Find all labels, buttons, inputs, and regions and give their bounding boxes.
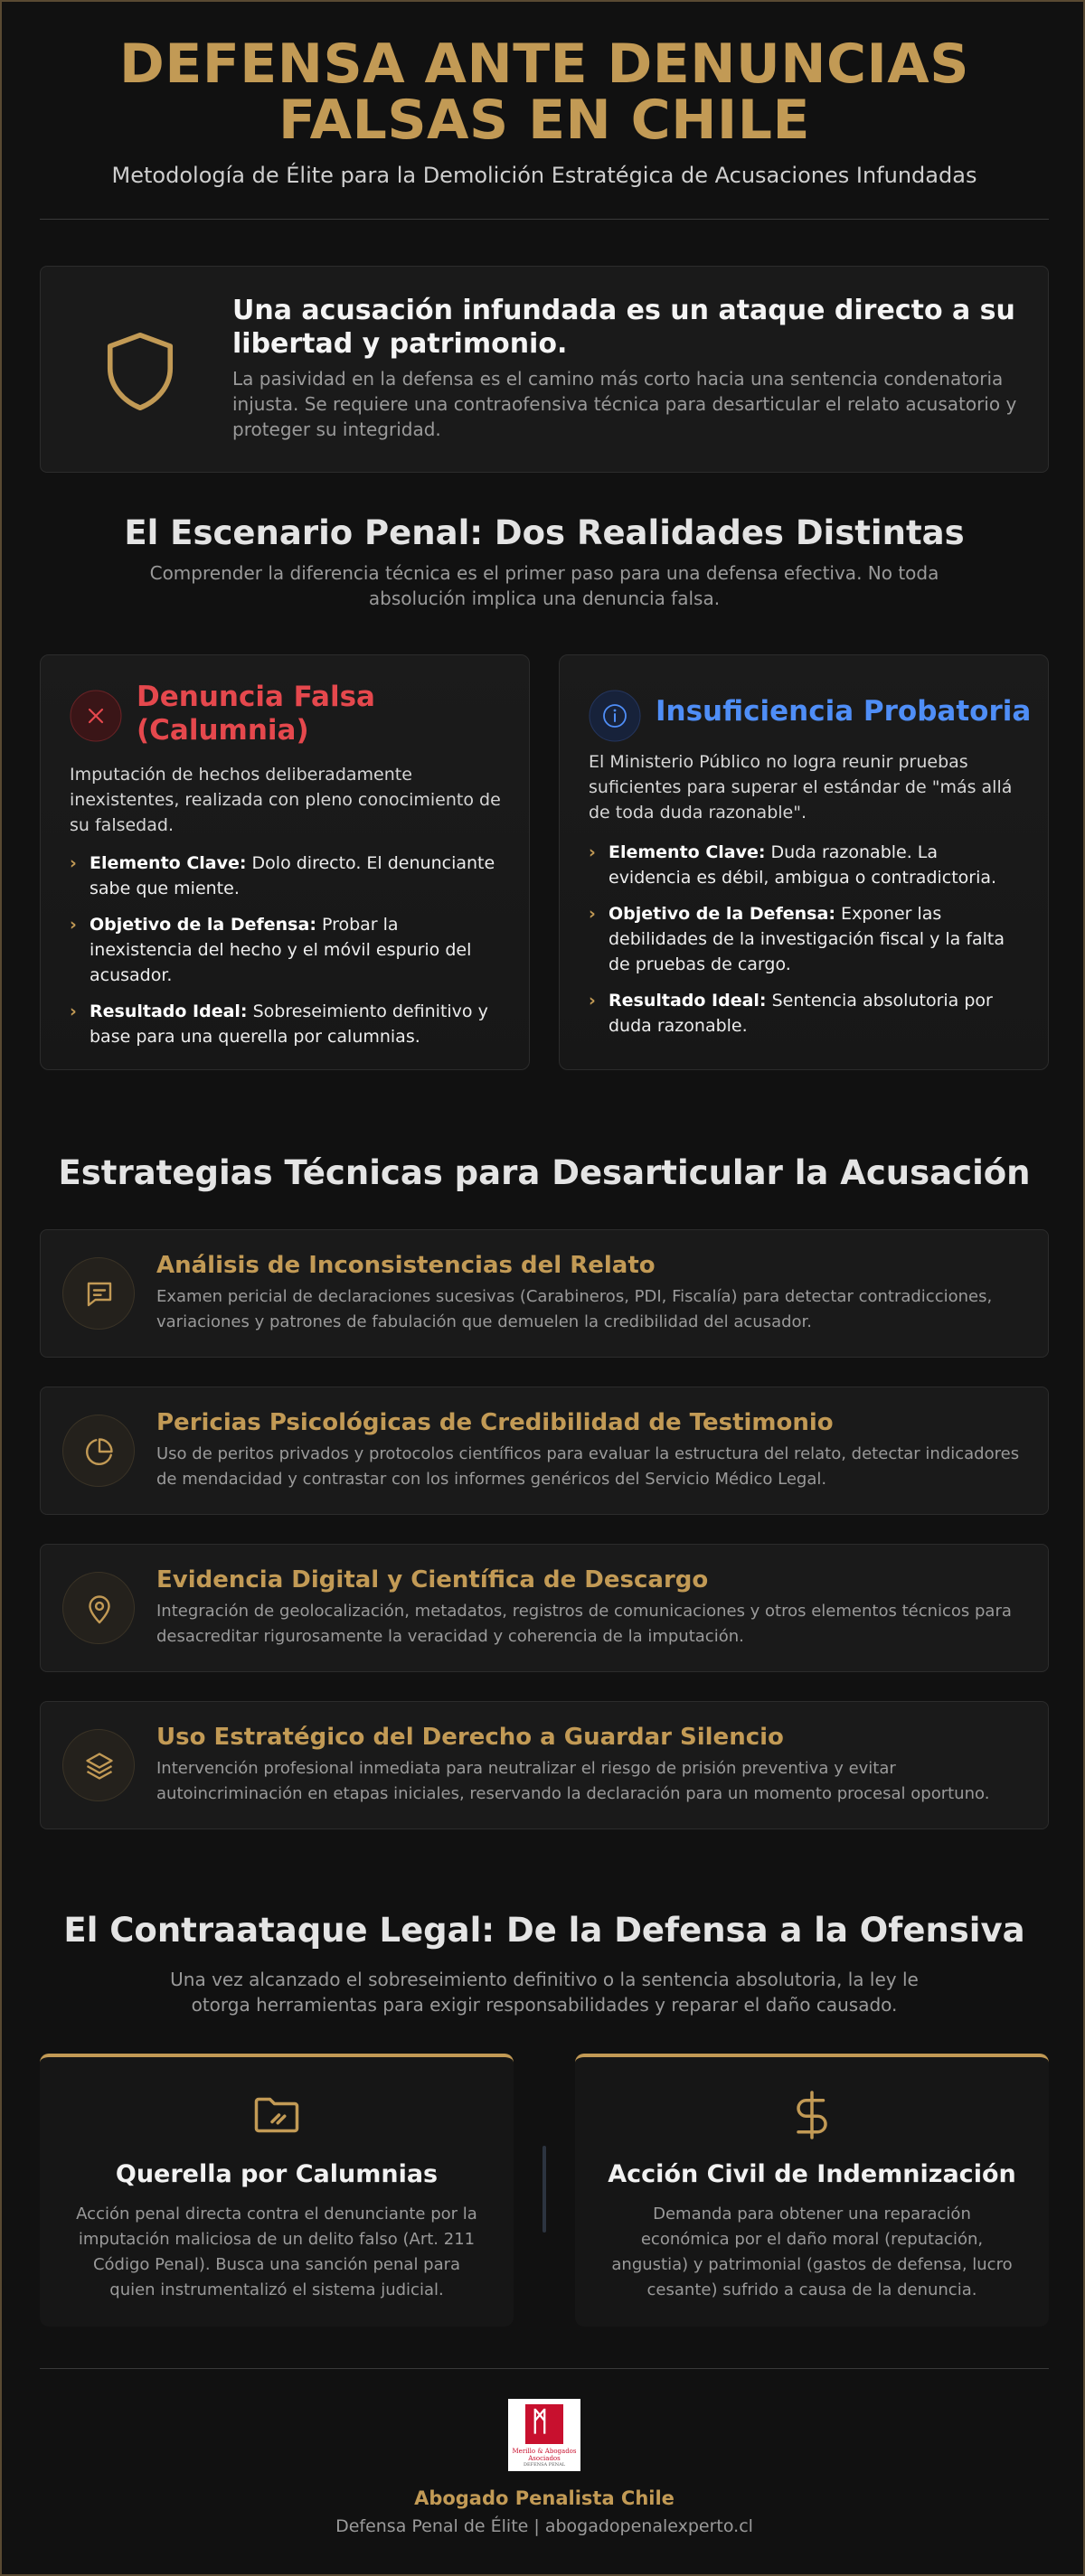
- point-label: Elemento Clave:: [90, 853, 247, 873]
- list-item: › Objetivo de la Defensa: Probar la inexistencia del hecho y el móvil espurio del acusador.: [70, 915, 472, 985]
- message-square-icon: [83, 1278, 116, 1311]
- strategy-title: Evidencia Digital y Científica de Descargo: [156, 1566, 709, 1594]
- strategy-icon-wrap: [62, 1729, 135, 1801]
- card-title: Denuncia Falsa (Calumnia): [137, 681, 375, 747]
- strategy-title: Análisis de Inconsistencias del Relato: [156, 1252, 656, 1279]
- strategy-icon-wrap: [62, 1257, 135, 1330]
- point-text: Probar la inexistencia del hecho y el móvil espurio del acusador.: [90, 915, 472, 985]
- point-label: Objetivo de la Defensa:: [609, 904, 835, 924]
- point-text: Dolo directo. El denunciante sabe que miente.: [90, 853, 495, 898]
- point-label: Objetivo de la Defensa:: [90, 915, 316, 935]
- card-title: Acción Civil de Indemnización: [608, 2160, 1016, 2188]
- card-indemnizacion: [575, 2054, 1049, 2327]
- strategy-item: [40, 1701, 1049, 1829]
- page-title-line-1: DEFENSA ANTE DENUNCIAS: [119, 33, 969, 96]
- strategy-text: Examen pericial de declaraciones sucesivas (Carabineros, PDI, Fiscalía) para detectar contradicciones, variaciones y patrones de fabulación que demuelen la credibilidad del acusador.: [156, 1287, 993, 1331]
- footer-tagline: Defensa Penal de Élite | abogadopenalexperto.cl: [335, 2516, 753, 2536]
- strategy-title: Uso Estratégico del Derecho a Guardar Silencio: [156, 1724, 784, 1751]
- strategy-text: Integración de geolocalización, metadatos, registros de comunicaciones y otros elementos técnicos para desacreditar rigurosamente la veracidad y coherencia de la imputación.: [156, 1602, 1012, 1646]
- card-text: Acción penal directa contra el denunciante por la imputación maliciosa de un delito falso (Art. 211 Código Penal). Busca una sanción penal para quien instrumentalizó el sistema judicial.: [76, 2205, 477, 2299]
- point-text: Exponer las debilidades de la investigación fiscal y la falta de pruebas de cargo.: [609, 904, 1005, 974]
- card-text: Demanda para obtener una reparación económica por el daño moral (reputación, angustia) y patrimonial (gastos de defensa, lucro cesante) sufrido a causa de la denuncia.: [611, 2205, 1013, 2299]
- brand-name: Abogado Penalista Chile: [414, 2487, 675, 2509]
- card-description: El Ministerio Público no logra reunir pruebas suficientes para superar el estándar de "más allá de toda duda razonable".: [589, 752, 1013, 823]
- strategies-title: Estrategias Técnicas para Desarticular la Acusación: [58, 1153, 1031, 1192]
- folder-icon: [250, 2088, 304, 2142]
- firm-logo: [508, 2399, 580, 2471]
- page-title: [2, 33, 1085, 152]
- strategy-item: [40, 1544, 1049, 1672]
- strategy-icon-wrap: [62, 1415, 135, 1487]
- point-label: Resultado Ideal:: [609, 991, 767, 1011]
- list-item: › Elemento Clave: Dolo directo. El denunciante sabe que miente.: [70, 853, 495, 898]
- point-text: Sentencia absolutoria por duda razonable.: [609, 991, 993, 1036]
- alert-text: La pasividad en la defensa es el camino más corto hacia una sentencia condenatoria injusta. Se requiere una contraofensiva técnica para desarticular el relato acusatorio y proteger su integridad.: [232, 368, 1017, 440]
- strategy-text: Uso de peritos privados y protocolos científicos para evaluar la estructura del relato, detectar indicadores de mendacidad y contrastar con los informes genéricos del Servicio Médico Legal.: [156, 1444, 1020, 1489]
- strategy-item: [40, 1387, 1049, 1515]
- x-circle-icon: [70, 690, 122, 742]
- point-text: Duda razonable. La evidencia es débil, ambigua o contradictoria.: [609, 842, 997, 888]
- list-item: › Objetivo de la Defensa: Exponer las debilidades de la investigación fiscal y la falta de pruebas de cargo.: [589, 904, 1005, 974]
- logo-text: Merillo & Abogados Asociados: [512, 2448, 577, 2462]
- card-insuficiencia-probatoria: [559, 654, 1049, 1070]
- dollar-icon: [785, 2088, 839, 2142]
- card-points: [70, 851, 504, 1060]
- alert-card: [40, 266, 1049, 473]
- scenario-title: El Escenario Penal: Dos Realidades Distintas: [124, 513, 965, 552]
- strategy-text: Intervención profesional inmediata para neutralizar el riesgo de prisión preventiva y evitar autoincriminación en etapas iniciales, reservando la declaración para un momento procesal oportuno.: [156, 1759, 990, 1803]
- list-item: › Resultado Ideal: Sobreseimiento definitivo y base para una querella por calumnias.: [70, 1001, 488, 1047]
- list-item: › Elemento Clave: Duda razonable. La evidencia es débil, ambigua o contradictoria.: [589, 842, 997, 888]
- pie-chart-icon: [83, 1435, 116, 1468]
- layers-icon: [83, 1750, 116, 1782]
- strategy-title: Pericias Psicológicas de Credibilidad de Testimonio: [156, 1409, 834, 1436]
- logo-caption: DEFENSA PENAL: [523, 2462, 566, 2468]
- card-denuncia-falsa: [40, 654, 530, 1070]
- alert-heading: Una acusación infundada es un ataque directo a su libertad y patrimonio.: [232, 295, 1015, 360]
- page-subtitle: Metodología de Élite para la Demolición Estratégica de Acusaciones Infundadas: [111, 163, 977, 188]
- card-points: [589, 840, 1023, 1049]
- point-text: Sobreseimiento definitivo y base para una querella por calumnias.: [90, 1001, 488, 1047]
- card-description: Imputación de hechos deliberadamente inexistentes, realizada con pleno conocimiento de su falsedad.: [70, 765, 501, 835]
- point-label: Elemento Clave:: [609, 842, 766, 862]
- point-label: Resultado Ideal:: [90, 1001, 248, 1021]
- card-title: Insuficiencia Probatoria: [656, 695, 1032, 728]
- card-querella: [40, 2054, 514, 2327]
- counter-title: El Contraataque Legal: De la Defensa a la Ofensiva: [63, 1911, 1025, 1950]
- footer-divider: [40, 2368, 1049, 2369]
- card-title: Querella por Calumnias: [115, 2160, 439, 2188]
- shield-icon: [102, 330, 178, 413]
- logo-mark: ᛗ: [525, 2404, 563, 2444]
- counter-subtitle: Una vez alcanzado el sobreseimiento definitivo o la sentencia absolutoria, la ley le otorga herramientas para exigir responsabilidades y reparar el daño causado.: [170, 1969, 919, 2016]
- map-pin-icon: [83, 1593, 116, 1625]
- strategy-item: [40, 1229, 1049, 1358]
- list-item: › Resultado Ideal: Sentencia absolutoria por duda razonable.: [589, 991, 993, 1036]
- header-divider: [40, 219, 1049, 220]
- strategy-icon-wrap: [62, 1572, 135, 1644]
- scenario-subtitle: Comprender la diferencia técnica es el primer paso para una defensa efectiva. No toda absolución implica una denuncia falsa.: [149, 562, 939, 609]
- page-title-line-2: FALSAS EN CHILE: [278, 89, 810, 152]
- info-circle-icon: [589, 690, 641, 742]
- cards-divider: [542, 2146, 546, 2233]
